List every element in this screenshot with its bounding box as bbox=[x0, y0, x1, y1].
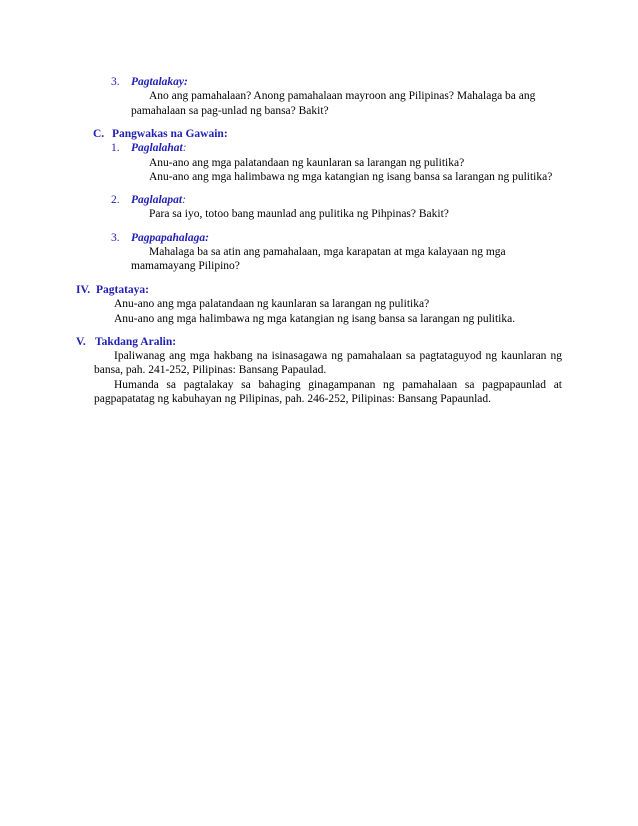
item-number: 3. bbox=[111, 232, 120, 244]
item-3-heading bbox=[111, 75, 188, 89]
item-3-text-line2: pamahalaan sa pag-unlad ng bansa? Bakit? bbox=[131, 105, 329, 117]
item-title: Paglalahat bbox=[131, 142, 183, 154]
section-numeral: IV. bbox=[76, 284, 91, 296]
section-letter: C. bbox=[93, 128, 105, 140]
section-v-p1-line1: Ipaliwanag ang mga hakbang na isinasagawa ng pamahalaan sa pagtataguyod ng kaunlaran ng bbox=[114, 350, 562, 362]
c-item-1-line1: Anu-ano ang mga palatandaan ng kaunlaran sa larangan ng pulitika? bbox=[149, 157, 465, 169]
item-title: Pagpapahalaga: bbox=[131, 232, 209, 244]
c-item-1-heading bbox=[111, 141, 187, 155]
section-c-heading bbox=[93, 127, 228, 141]
item-title: Paglalapat bbox=[131, 194, 183, 206]
section-iv-line2: Anu-ano ang mga halimbawa ng mga katangian ng isang bansa sa larangan ng pulitika. bbox=[114, 313, 516, 325]
section-v-p1-line2: bansa, pah. 241-252, Pilipinas: Bansang Papaulad. bbox=[94, 364, 327, 376]
section-v-p2-line1: Humanda sa pagtalakay sa bahaging ginagampanan ng pamahalaan sa pagpapaunlad at bbox=[114, 379, 562, 391]
item-number: 3. bbox=[111, 76, 120, 88]
section-iv-heading bbox=[76, 283, 149, 297]
item-title-colon: : bbox=[182, 194, 186, 206]
section-v-heading bbox=[76, 335, 176, 349]
section-v-p2-line2: pagpapatatag ng kabuhayan ng Pilipinas, pah. 246-252, Pilipinas: Bansang Papaunlad. bbox=[94, 393, 491, 405]
section-title: Pangwakas na Gawain: bbox=[112, 128, 228, 140]
section-title: Takdang Aralin: bbox=[95, 336, 177, 348]
c-item-2-line1: Para sa iyo, totoo bang maunlad ang pulitika ng Pihpinas? Bakit? bbox=[149, 208, 449, 220]
section-numeral: V. bbox=[76, 336, 86, 348]
c-item-3-heading bbox=[111, 231, 209, 245]
c-item-3-line1: Mahalaga ba sa atin ang pamahalaan, mga karapatan at mga kalayaan ng mga bbox=[149, 246, 506, 258]
item-title-colon: : bbox=[182, 142, 187, 154]
c-item-2-heading bbox=[111, 193, 186, 207]
c-item-1-line2: Anu-ano ang mga halimbawa ng mga katangian ng isang bansa sa larangan ng pulitika? bbox=[149, 171, 553, 183]
item-title: Pagtalakay: bbox=[131, 76, 188, 88]
item-number: 2. bbox=[111, 194, 120, 206]
c-item-3-line2: mamamayang Pilipino? bbox=[131, 260, 240, 272]
item-number: 1. bbox=[111, 142, 120, 154]
item-3-text-line1: Ano ang pamahalaan? Anong pamahalaan mayroon ang Pilipinas? Mahalaga ba ang bbox=[149, 90, 536, 102]
section-title: Pagtataya: bbox=[96, 284, 150, 296]
section-iv-line1: Anu-ano ang mga palatandaan ng kaunlaran sa larangan ng pulitika? bbox=[114, 298, 430, 310]
